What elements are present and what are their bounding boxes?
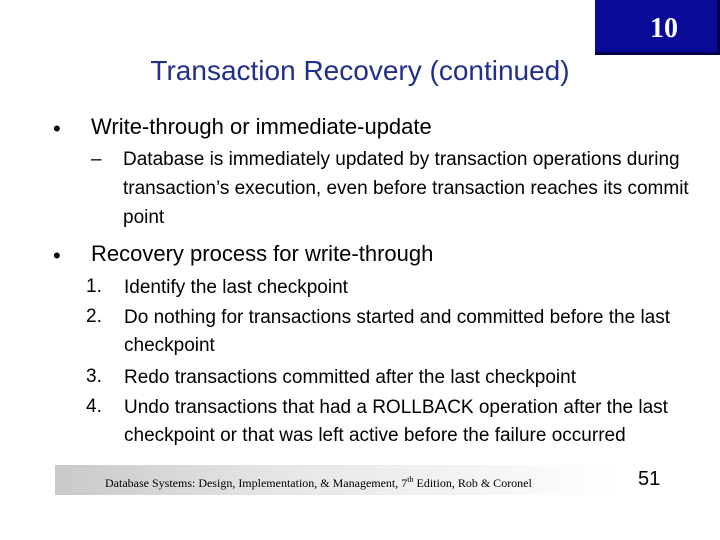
bullet-marker: • <box>53 116 61 141</box>
footer-text-main: Database Systems: Design, Implementation, & Management, 7 <box>105 476 408 490</box>
step-item: Identify the last checkpoint <box>124 277 348 298</box>
step-number: 3. <box>86 366 102 387</box>
step-item: Do nothing for transactions started and committed before the last checkpoint <box>124 307 671 356</box>
bullet-write-through: Write-through or immediate-update <box>91 114 432 139</box>
slide-number: 10 <box>650 13 678 44</box>
footer-superscript: th <box>407 475 414 484</box>
dash-marker: – <box>91 149 102 170</box>
slide-number-tab <box>595 0 720 55</box>
footer-text-edition: Edition, Rob & Coronel <box>413 476 532 490</box>
bullet-recovery-process: Recovery process for write-through <box>91 241 434 266</box>
step-item: Undo transactions that had a ROLLBACK operation after the last checkpoint or that was left active before the failure occurred <box>124 397 668 446</box>
bullet-marker: • <box>53 243 61 268</box>
step-number: 4. <box>86 396 102 417</box>
step-number: 2. <box>86 306 102 327</box>
page-number: 51 <box>638 468 661 490</box>
slide-title: Transaction Recovery (continued) <box>150 55 570 86</box>
sub-bullet-immediate-update: Database is immediately updated by transaction operations during transaction’s execution, even before transaction reaches its commit point <box>123 149 689 228</box>
step-number: 1. <box>86 276 102 297</box>
step-item: Redo transactions committed after the last checkpoint <box>124 367 577 388</box>
footer-bar <box>55 465 615 495</box>
footer-citation <box>105 475 532 491</box>
